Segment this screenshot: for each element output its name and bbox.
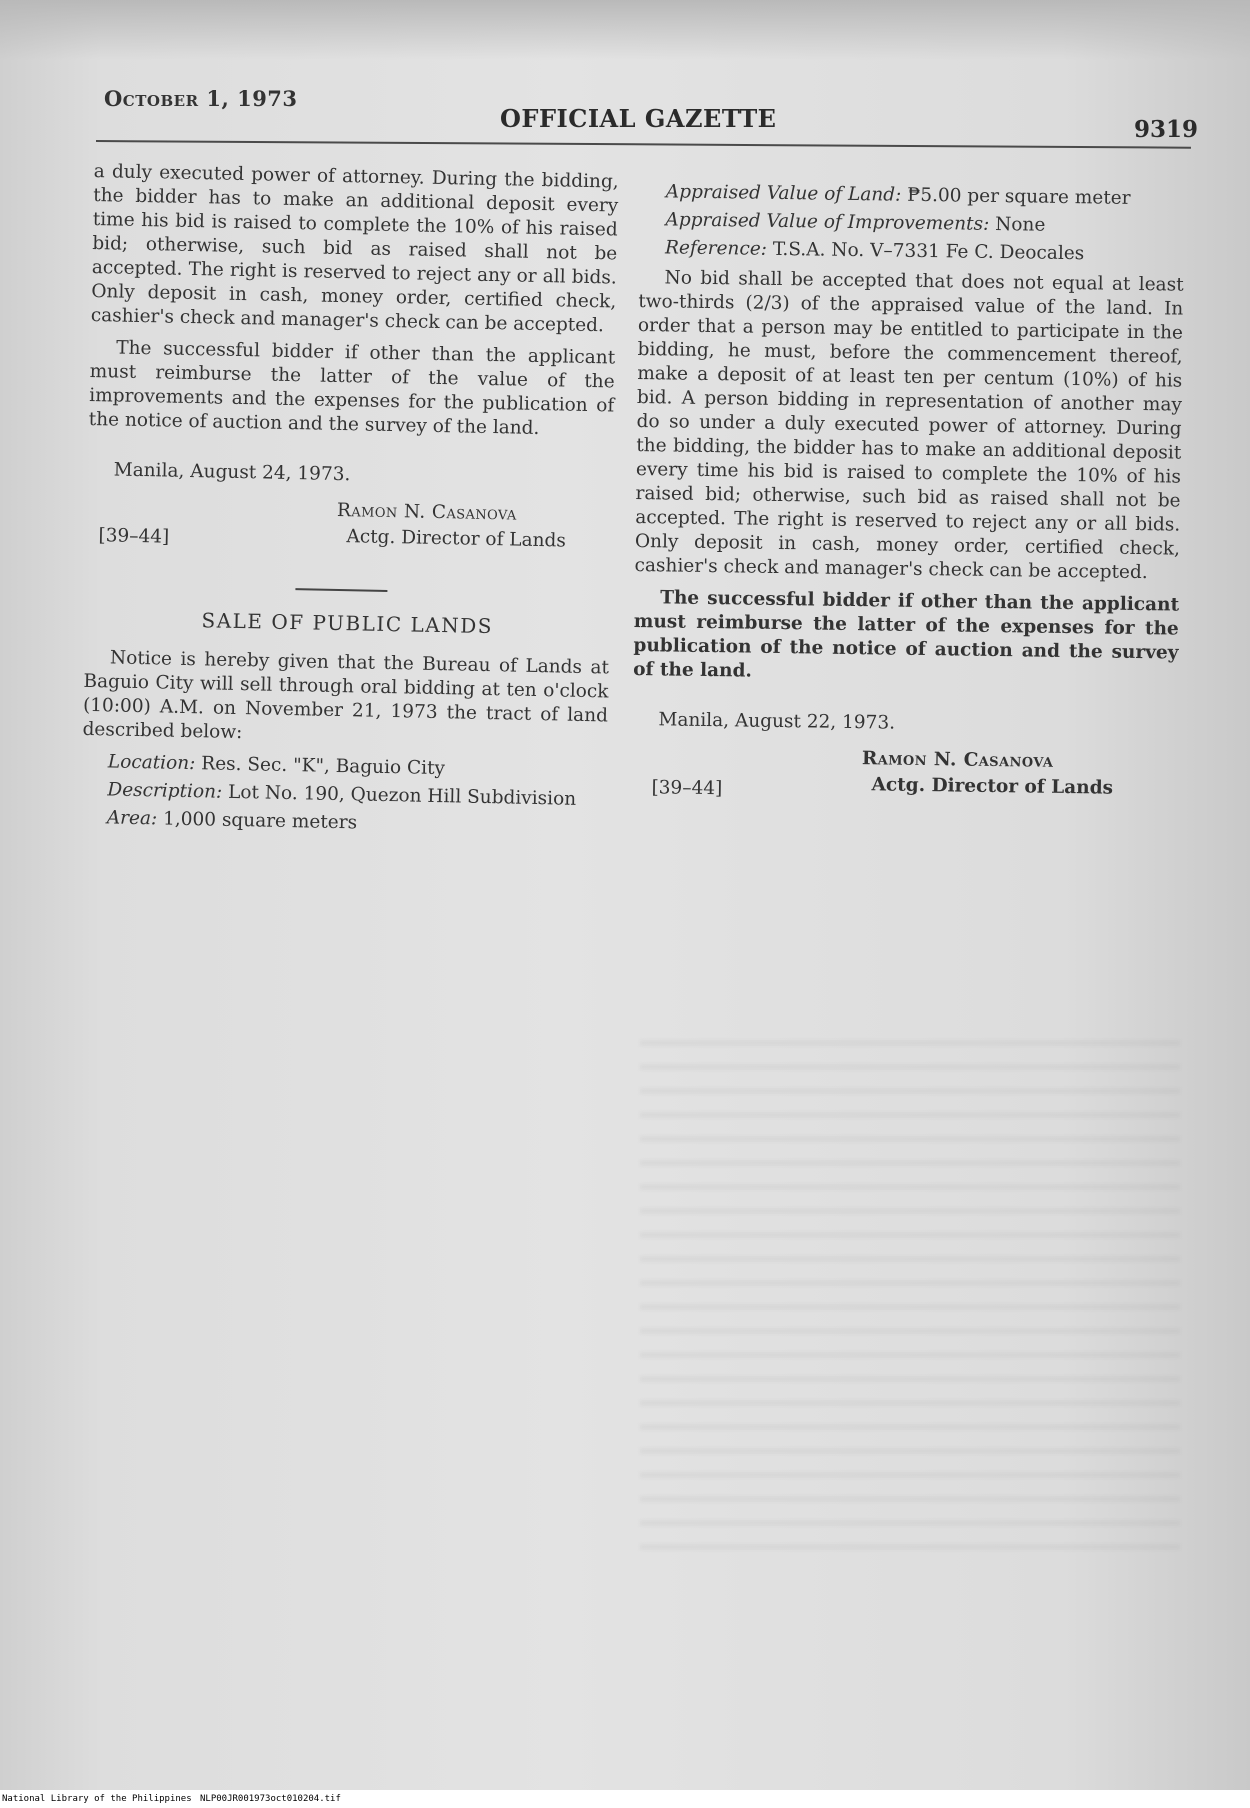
publication-title: OFFICIAL GAZETTE — [500, 104, 777, 133]
section-heading: SALE OF PUBLIC LANDS — [201, 608, 494, 639]
file-name: NLP00JR001973oct010204.tif — [200, 1794, 341, 1804]
area-field — [81, 806, 606, 841]
field-value: Res. Sec. "K", Baguio City — [201, 753, 446, 780]
page-number: 9319 — [1134, 116, 1199, 143]
field-value: 1,000 square meters — [162, 808, 358, 834]
header-rule — [96, 140, 1191, 149]
field-label: Appraised Value of Improvements: — [665, 209, 990, 235]
field-label: Location: — [107, 751, 196, 775]
scan-footer — [0, 1790, 1250, 1808]
signatory-name: Ramon N. Casanova — [336, 499, 517, 525]
appraised-improvements-field — [639, 208, 1184, 240]
left-column — [80, 160, 618, 844]
field-label: Reference: — [664, 237, 768, 260]
paragraph: The successful bidder if other than the applicant must reimburse the latter of the value of the improvements and the expenses for the publication of the notice of auction and the survey of the land. — [88, 337, 616, 439]
right-column — [631, 180, 1185, 822]
field-value: Lot No. 190, Quezon Hill Subdivision — [227, 781, 577, 810]
page-header — [0, 0, 1250, 160]
field-value: None — [995, 213, 1046, 236]
signatory-title: Actg. Director of Lands — [871, 774, 1114, 799]
signatory-title: Actg. Director of Lands — [346, 526, 567, 552]
paragraph: No bid shall be accepted that does not equal at least two-thirds (2/3) of the appraised value of the land. In order that a person may be entitled to participate in the bidding, he must, before the commencement thereof, make a deposit of at least ten per centum (10%) of his bid. A person bidding in representation of another may do so under a duly executed power of attorney. During the bidding, the bidder has to make an additional deposit every time his bid is raised to complete the 10% of his raised bid; otherwise, such bid as raised shall not be accepted. The right is reserved to reject any or all bids. Only deposit in cash, money order, certified check, cashier's check and manager's check can be accepted. — [634, 267, 1184, 584]
signature-block — [631, 744, 1177, 822]
signature-block — [86, 494, 612, 575]
dateline: Manila, August 24, 1973. — [113, 459, 351, 486]
paragraph: a duly executed power of attorney. During the bidding, the bidder has to make an additional deposit every time his bid is raised to complete the 10% of his raised bid; otherwise, such bid as raised shall not be accepted. The right is reserved to reject any or all bids. Only deposit in cash, money order, certified check, cashier's check and manager's check can be accepted. — [90, 160, 619, 337]
bleed-through-text — [640, 1040, 1180, 1560]
reference-field — [639, 236, 1184, 268]
field-label: Area: — [106, 807, 158, 830]
signatory-name: Ramon N. Casanova — [861, 748, 1054, 772]
notice-paragraph: Notice is hereby given that the Bureau of Lands at Baguio City will sell through oral bidding at ten o'clock (10:00) A.M. on November 21, 1973 the tract of land described below: — [82, 647, 610, 744]
section-divider — [295, 588, 387, 592]
issue-tag: [39–44] — [98, 525, 170, 548]
field-value: T.S.A. No. V–7331 Fe C. Deocales — [772, 238, 1085, 265]
appraised-land-field — [640, 180, 1185, 212]
source-label: National Library of the Philippines — [2, 1794, 192, 1804]
field-label: Appraised Value of Land: — [665, 181, 902, 206]
dateline: Manila, August 22, 1973. — [658, 709, 896, 734]
issue-tag: [39–44] — [651, 777, 723, 800]
field-label: Description: — [107, 779, 223, 803]
paragraph: The successful bidder if other than the applicant must reimburse the latter of the expenses for the publication of the notice of auction and the survey of the land. — [633, 587, 1180, 682]
field-value: ₱5.00 per square meter — [907, 184, 1131, 209]
issue-date: October 1, 1973 — [104, 86, 298, 111]
